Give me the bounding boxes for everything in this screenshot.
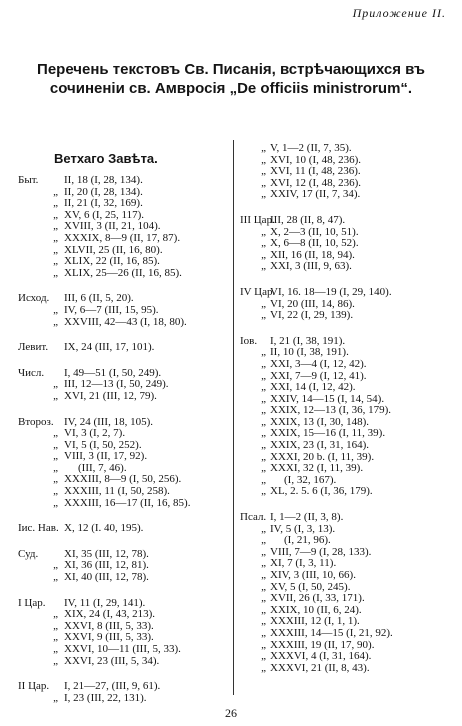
reference-line (240, 463, 454, 475)
reference-text: (I, 21, 96). (284, 534, 331, 547)
ditto-mark: „ (53, 691, 58, 704)
group-spacer (240, 201, 454, 215)
ditto-mark: „ (261, 545, 266, 558)
reference-line (18, 175, 234, 187)
reference-line (18, 523, 234, 535)
ditto-mark: „ (53, 185, 58, 198)
reference-text: XXXVI, 21 (II, 8, 43). (270, 661, 370, 674)
reference-text: IV, 6—7 (III, 15, 95). (64, 303, 159, 316)
reference-text: I, 23 (III, 22, 131). (64, 691, 147, 704)
ditto-mark: „ (261, 427, 266, 440)
reference-line (240, 238, 454, 250)
reference-text: XXXIX, 8—9 (II, 17, 87). (64, 231, 181, 244)
ditto-mark: „ (53, 571, 58, 584)
ditto-mark: „ (261, 165, 266, 178)
ditto-mark: „ (261, 176, 266, 189)
reference-text: III, 6 (II, 5, 20). (64, 292, 134, 305)
ditto-mark: „ (53, 243, 58, 256)
reference-line (18, 268, 234, 280)
book-label: Исход. (18, 292, 50, 305)
reference-line (18, 428, 234, 440)
reference-line (240, 261, 454, 273)
reference-line (240, 310, 454, 322)
reference-text: (III, 7, 46). (78, 461, 127, 474)
ditto-mark: „ (261, 615, 266, 628)
ditto-mark: „ (261, 603, 266, 616)
document-title (0, 60, 462, 98)
group-spacer (18, 354, 234, 368)
reference-text: VI, 16. 18—19 (I, 29, 140). (270, 285, 392, 298)
reference-line (18, 317, 234, 329)
group-spacer (18, 509, 234, 523)
reference-text: XXIV, 14—15 (I, 14, 54). (270, 392, 385, 405)
book-label: Левит. (18, 341, 49, 354)
ditto-mark: „ (53, 485, 58, 498)
ditto-mark: „ (261, 626, 266, 639)
ditto-mark: „ (53, 315, 58, 328)
ditto-mark: „ (53, 266, 58, 279)
reference-text: XXXI, 32 (I, 11, 39). (270, 462, 364, 475)
ditto-mark: „ (261, 297, 266, 310)
ditto-mark: „ (53, 208, 58, 221)
reference-line (18, 305, 234, 317)
book-label: III Цар. (240, 213, 275, 226)
reference-text: V, 1—2 (II, 7, 35). (270, 142, 352, 154)
ditto-mark: „ (53, 231, 58, 244)
reference-text: XI, 40 (III, 12, 78). (64, 571, 149, 584)
ditto-mark: „ (53, 450, 58, 463)
reference-line (18, 417, 234, 429)
reference-text: XXIX, 15—16 (I, 11, 39). (270, 427, 386, 440)
reference-text: XXXVI, 4 (I, 31, 164). (270, 650, 372, 663)
reference-line (18, 233, 234, 245)
ditto-mark: „ (261, 638, 266, 651)
group-spacer (18, 535, 234, 549)
ditto-mark: „ (261, 404, 266, 417)
ditto-mark: „ (261, 237, 266, 250)
reference-text: II, 20 (I, 28, 134). (64, 185, 143, 198)
reference-line (240, 143, 454, 155)
reference-line (18, 391, 234, 403)
reference-text: XXIX, 13 (I, 30, 148). (270, 415, 369, 428)
reference-line (240, 440, 454, 452)
ditto-mark: „ (261, 592, 266, 605)
group-spacer (18, 667, 234, 681)
group-spacer (18, 403, 234, 417)
reference-line (240, 215, 454, 227)
ditto-mark: „ (261, 188, 266, 201)
ditto-mark: „ (261, 225, 266, 238)
reference-text: I, 21—27, (III, 9, 61). (64, 680, 161, 693)
ditto-mark: „ (261, 415, 266, 428)
ditto-mark: „ (261, 392, 266, 405)
reference-text: XXXIII, 14—15 (I, 21, 92). (270, 626, 393, 639)
group-spacer (240, 498, 454, 512)
ditto-mark: „ (261, 473, 266, 486)
reference-text: XIV, 3 (III, 10, 66). (270, 569, 356, 581)
reference-line (240, 189, 454, 201)
ditto-mark: „ (261, 522, 266, 535)
ditto-mark: „ (53, 643, 58, 655)
reference-line (240, 512, 454, 524)
reference-text: X, 2—3 (II, 10, 51). (270, 225, 359, 238)
page-header: Приложение II. (352, 6, 446, 20)
reference-text: X, 12 (I. 40, 195). (64, 522, 144, 535)
reference-text: IV, 24 (III, 18, 105). (64, 415, 154, 428)
reference-line (240, 628, 454, 640)
title-line-2: сочиненіи св. Амвросія „De officiis ministrorum“. (49, 80, 413, 97)
ditto-mark: „ (53, 427, 58, 440)
reference-text: XXXIII, 16—17 (II, 16, 85). (64, 496, 191, 509)
reference-text: XVI, 21 (III, 12, 79). (64, 389, 157, 402)
reference-line (240, 524, 454, 536)
reference-text: XLIX, 25—26 (II, 16, 85). (64, 266, 182, 279)
group-spacer (240, 273, 454, 287)
reference-text: XXXIII, 12 (I, 1, 1). (270, 615, 360, 628)
reference-text: I, 21 (I, 38, 191). (270, 334, 346, 347)
reference-text: XXXIII, 8—9 (I, 50, 256). (64, 473, 182, 486)
ditto-mark: „ (53, 461, 58, 474)
reference-text: XXI, 14 (I, 12, 42). (270, 381, 356, 394)
title-line-1: Перечень текстовъ Св. Писанія, встрѣчающихся въ (37, 61, 425, 78)
reference-line (240, 570, 454, 582)
book-label: II Цар. (18, 680, 50, 693)
reference-text: I, 1—2 (II, 3, 8). (270, 511, 344, 524)
book-label: Второз. (18, 415, 54, 428)
reference-text: XXIX, 23 (I, 31, 164). (270, 439, 369, 452)
ditto-mark: „ (261, 381, 266, 394)
reference-line (18, 498, 234, 510)
group-spacer (18, 328, 234, 342)
reference-text: III, 28 (II, 8, 47). (270, 213, 346, 226)
right-column (240, 143, 454, 674)
reference-text: XXVIII, 42—43 (I, 18, 80). (64, 315, 187, 328)
reference-text: IX, 24 (III, 17, 101). (64, 341, 155, 354)
ditto-mark: „ (261, 369, 266, 382)
ditto-mark: „ (53, 473, 58, 486)
ditto-mark: „ (261, 534, 266, 547)
reference-text: IV, 11 (I, 29, 141). (64, 596, 146, 609)
reference-text: XXVI, 9 (III, 5, 33). (64, 631, 154, 644)
reference-text: VI, 3 (I, 2, 7). (64, 427, 126, 440)
reference-text: XVI, 11 (I, 48, 236). (270, 165, 361, 178)
reference-text: XXXI, 20 b. (I, 11, 39). (270, 450, 375, 463)
book-label: Іис. Нав. (18, 522, 59, 535)
ditto-mark: „ (261, 569, 266, 581)
ditto-mark: „ (53, 220, 58, 233)
ditto-mark: „ (261, 661, 266, 674)
group-spacer (18, 279, 234, 293)
reference-text: XI, 36 (III, 12, 81). (64, 559, 149, 572)
reference-text: XXVI, 10—11 (III, 5, 33). (64, 643, 181, 655)
ditto-mark: „ (261, 260, 266, 273)
reference-text: VI, 20 (III, 14, 86). (270, 297, 355, 310)
reference-text: XIX, 24 (I, 43, 213). (64, 608, 156, 621)
reference-line (240, 359, 454, 371)
ditto-mark: „ (53, 255, 58, 268)
ditto-mark: „ (261, 462, 266, 475)
ditto-mark: „ (53, 654, 58, 667)
reference-text: XL, 2. 5. 6 (I, 36, 179). (270, 485, 373, 498)
reference-text: XXI, 3—4 (I, 12, 42). (270, 357, 367, 370)
reference-text: XXI, 3 (III, 9, 63). (270, 260, 352, 273)
reference-text: VI, 22 (I, 29, 139). (270, 309, 354, 322)
reference-text: XV, 6 (I, 25, 117). (64, 208, 145, 221)
book-label: Псал. (240, 511, 267, 524)
reference-line (18, 644, 234, 656)
ditto-mark: „ (53, 631, 58, 644)
reference-text: XVII, 26 (I, 33, 171). (270, 592, 365, 605)
book-label: I Цар. (18, 596, 46, 609)
book-label: Суд. (18, 547, 39, 560)
reference-text: XII, 16 (II, 18, 94). (270, 248, 355, 261)
ditto-mark: „ (261, 557, 266, 570)
reference-line (18, 693, 234, 705)
reference-text: XXXIII, 19 (II, 17, 90). (270, 638, 375, 651)
ditto-mark: „ (53, 608, 58, 621)
ditto-mark: „ (261, 248, 266, 261)
ditto-mark: „ (53, 619, 58, 632)
reference-text: XXIX, 10 (II, 6, 24). (270, 603, 362, 616)
reference-line (18, 656, 234, 668)
reference-line (18, 486, 234, 498)
group-spacer (240, 322, 454, 336)
reference-text: (I, 32, 167). (284, 473, 337, 486)
reference-text: XLVII, 25 (II, 16, 80). (64, 243, 163, 256)
reference-text: II, 10 (I, 38, 191). (270, 346, 349, 359)
section-heading: Ветхаго Завѣта. (54, 151, 158, 166)
ditto-mark: „ (261, 153, 266, 166)
ditto-mark: „ (261, 485, 266, 498)
reference-text: VIII, 7—9 (I, 28, 133). (270, 545, 372, 558)
reference-text: XXXIII, 11 (I, 50, 258). (64, 485, 170, 498)
reference-text: VIII, 3 (II, 17, 92). (64, 450, 148, 463)
ditto-mark: „ (53, 389, 58, 402)
reference-text: XXVI, 8 (III, 5, 33). (64, 619, 154, 632)
reference-line (18, 572, 234, 584)
reference-line (240, 382, 454, 394)
ditto-mark: „ (261, 357, 266, 370)
reference-text: XVIII, 3 (II, 21, 104). (64, 220, 161, 233)
reference-text: II, 21 (I, 32, 169). (64, 197, 143, 210)
page-number: 26 (225, 706, 237, 720)
reference-line (18, 342, 234, 354)
reference-text: XI, 7 (I, 3, 11). (270, 557, 337, 570)
reference-text: XLIX, 22 (II, 16, 85). (64, 255, 160, 268)
reference-text: XVI, 12 (I, 48, 236). (270, 176, 362, 189)
reference-text: XXIX, 12—13 (I, 36, 179). (270, 404, 391, 417)
reference-line (240, 663, 454, 675)
reference-line (18, 256, 234, 268)
ditto-mark: „ (261, 142, 266, 154)
group-spacer (18, 584, 234, 598)
ditto-mark: „ (53, 559, 58, 572)
left-column (18, 143, 234, 704)
ditto-mark: „ (53, 303, 58, 316)
reference-line (240, 486, 454, 498)
ditto-mark: „ (53, 438, 58, 451)
reference-text: IV, 5 (I, 3, 13). (270, 522, 336, 535)
book-label: Быт. (18, 174, 39, 186)
ditto-mark: „ (261, 650, 266, 663)
reference-line (240, 287, 454, 299)
reference-text: III, 12—13 (I, 50, 249). (64, 378, 169, 391)
ditto-mark: „ (53, 197, 58, 210)
ditto-mark: „ (261, 450, 266, 463)
reference-text: X, 6—8 (II, 10, 52). (270, 237, 359, 250)
reference-text: XXIV, 17 (II, 7, 34). (270, 188, 361, 201)
book-label: Іов. (240, 334, 258, 347)
reference-text: II, 18 (I, 28, 134). (64, 174, 143, 186)
reference-text: VI, 5 (I, 50, 252). (64, 438, 142, 451)
ditto-mark: „ (261, 309, 266, 322)
book-label: IV Цар. (240, 285, 276, 298)
reference-text: XVI, 10 (I, 48, 236). (270, 153, 362, 166)
ditto-mark: „ (261, 580, 266, 593)
reference-text: I, 49—51 (I, 50, 249). (64, 366, 162, 379)
ditto-mark: „ (53, 378, 58, 391)
reference-text: XI, 35 (III, 12, 78). (64, 547, 149, 560)
reference-line (240, 651, 454, 663)
ditto-mark: „ (53, 496, 58, 509)
reference-text: XXVI, 23 (III, 5, 34). (64, 654, 160, 667)
ditto-mark: „ (261, 439, 266, 452)
reference-text: XXI, 7—9 (I, 12, 41). (270, 369, 367, 382)
reference-text: XV, 5 (I, 50, 245). (270, 580, 351, 593)
ditto-mark: „ (261, 346, 266, 359)
book-label: Числ. (18, 366, 45, 379)
